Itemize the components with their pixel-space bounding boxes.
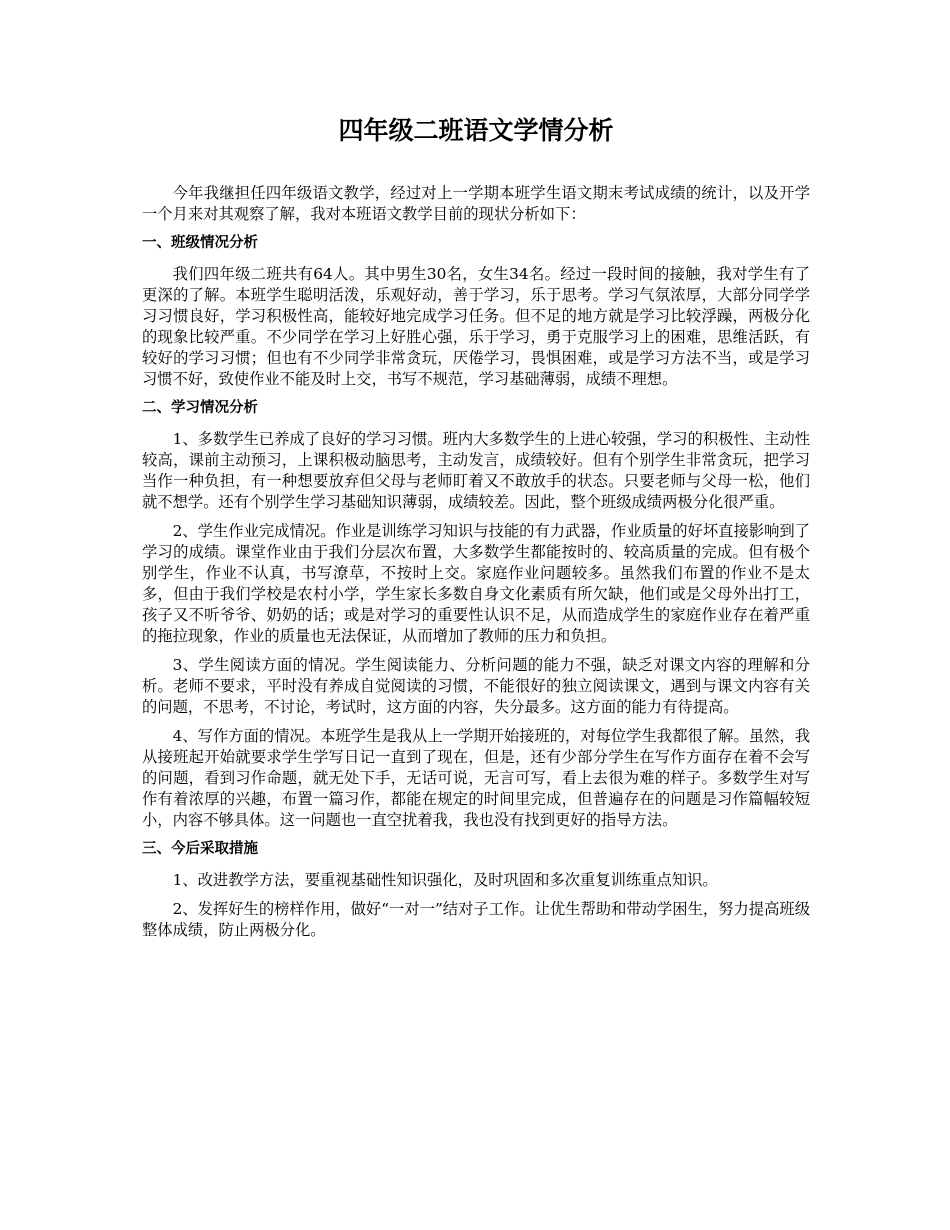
measure-2-paragraph: 2、发挥好生的榜样作用，做好“一对一”结对子工作。让优生帮助和带动学困生，努力提高班级整体成绩，防止两极分化。: [142, 900, 810, 939]
document-title: 四年级二班语文学情分析: [338, 116, 614, 145]
section-heading-class-situation: 一、班级情况分析: [142, 235, 258, 251]
learning-habits-paragraph: 1、多数学生已养成了良好的学习习惯。班内大多数学生的上进心较强，学习的积极性、主动性较高，课前主动预习，上课积极动脑思考，主动发言，成绩较好。但有个别学生非常贪玩，把学习当作一种负担，有一种想要放弃但父母与老师盯着又不敢放手的状态。只要老师与父母一松，他们就不想学。还有个别学生学习基础知识薄弱，成绩较差。因此，整个班级成绩两极分化很严重。: [142, 430, 810, 511]
writing-paragraph: 4、写作方面的情况。本班学生是我从上一学期开始接班的，对每位学生我都很了解。虽然，我从接班起开始就要求学生学写日记一直到了现在，但是，还有少部分学生在写作方面存在着不会写的问题，看到习作命题，就无处下手，无话可说，无言可写，看上去很为难的样子。多数学生对写作有着浓厚的兴趣，布置一篇习作，都能在规定的时间里完成，但普遍存在的问题是习作篇幅较短小，内容不够具体。这一问题也一直空扰着我，我也没有找到更好的指导方法。: [142, 727, 810, 829]
reading-paragraph: 3、学生阅读方面的情况。学生阅读能力、分析问题的能力不强，缺乏对课文内容的理解和分析。老师不要求，平时没有养成自觉阅读的习惯，不能很好的独立阅读课文，遇到与课文内容有关的问题，不思考，不讨论，考试时，这方面的内容，失分最多。这方面的能力有待提高。: [142, 656, 810, 716]
section-heading-learning-situation: 二、学习情况分析: [142, 400, 258, 416]
intro-paragraph: 今年我继担任四年级语文教学，经过对上一学期本班学生语文期末考试成绩的统计，以及开学一个月来对其观察了解，我对本班语文教学目前的现状分析如下：: [142, 184, 810, 223]
document-page: [142, 112, 810, 949]
measure-1-paragraph: 1、改进教学方法，要重视基础性知识强化，及时巩固和多次重复训练重点知识。: [172, 871, 718, 889]
class-situation-paragraph: 我们四年级二班共有64人。其中男生30名，女生34名。经过一段时间的接触，我对学生有了更深的了解。本班学生聪明活泼，乐观好动，善于学习，乐于思考。学习气氛浓厚，大部分同学学习习惯良好，学习积极性高，能较好地完成学习任务。但不足的地方就是学习比较浮躁，两极分化的现象比较严重。不少同学在学习上好胜心强，乐于学习，勇于克服学习上的困难，思维活跃，有较好的学习习惯；但也有不少同学非常贪玩，厌倦学习，畏惧困难，或是学习方法不当，或是学习习惯不好，致使作业不能及时上交，书写不规范，学习基础薄弱，成绩不理想。: [142, 265, 810, 388]
section-heading-measures: 三、今后采取措施: [142, 841, 258, 857]
homework-paragraph: 2、学生作业完成情况。作业是训练学习知识与技能的有力武器，作业质量的好坏直接影响到了学习的成绩。课堂作业由于我们分层次布置，大多数学生都能按时的、较高质量的完成。但有极个别学生，作业不认真，书写潦草，不按时上交。家庭作业问题较多。虽然我们布置的作业不是太多，但由于我们学校是农村小学，学生家长多数自身文化素质有所欠缺，他们或是父母外出打工，孩子又不听爷爷、奶奶的话；或是对学习的重要性认识不足，从而造成学生的家庭作业存在着严重的拖拉现象，作业的质量也无法保证，从而增加了教师的压力和负担。: [142, 522, 810, 645]
